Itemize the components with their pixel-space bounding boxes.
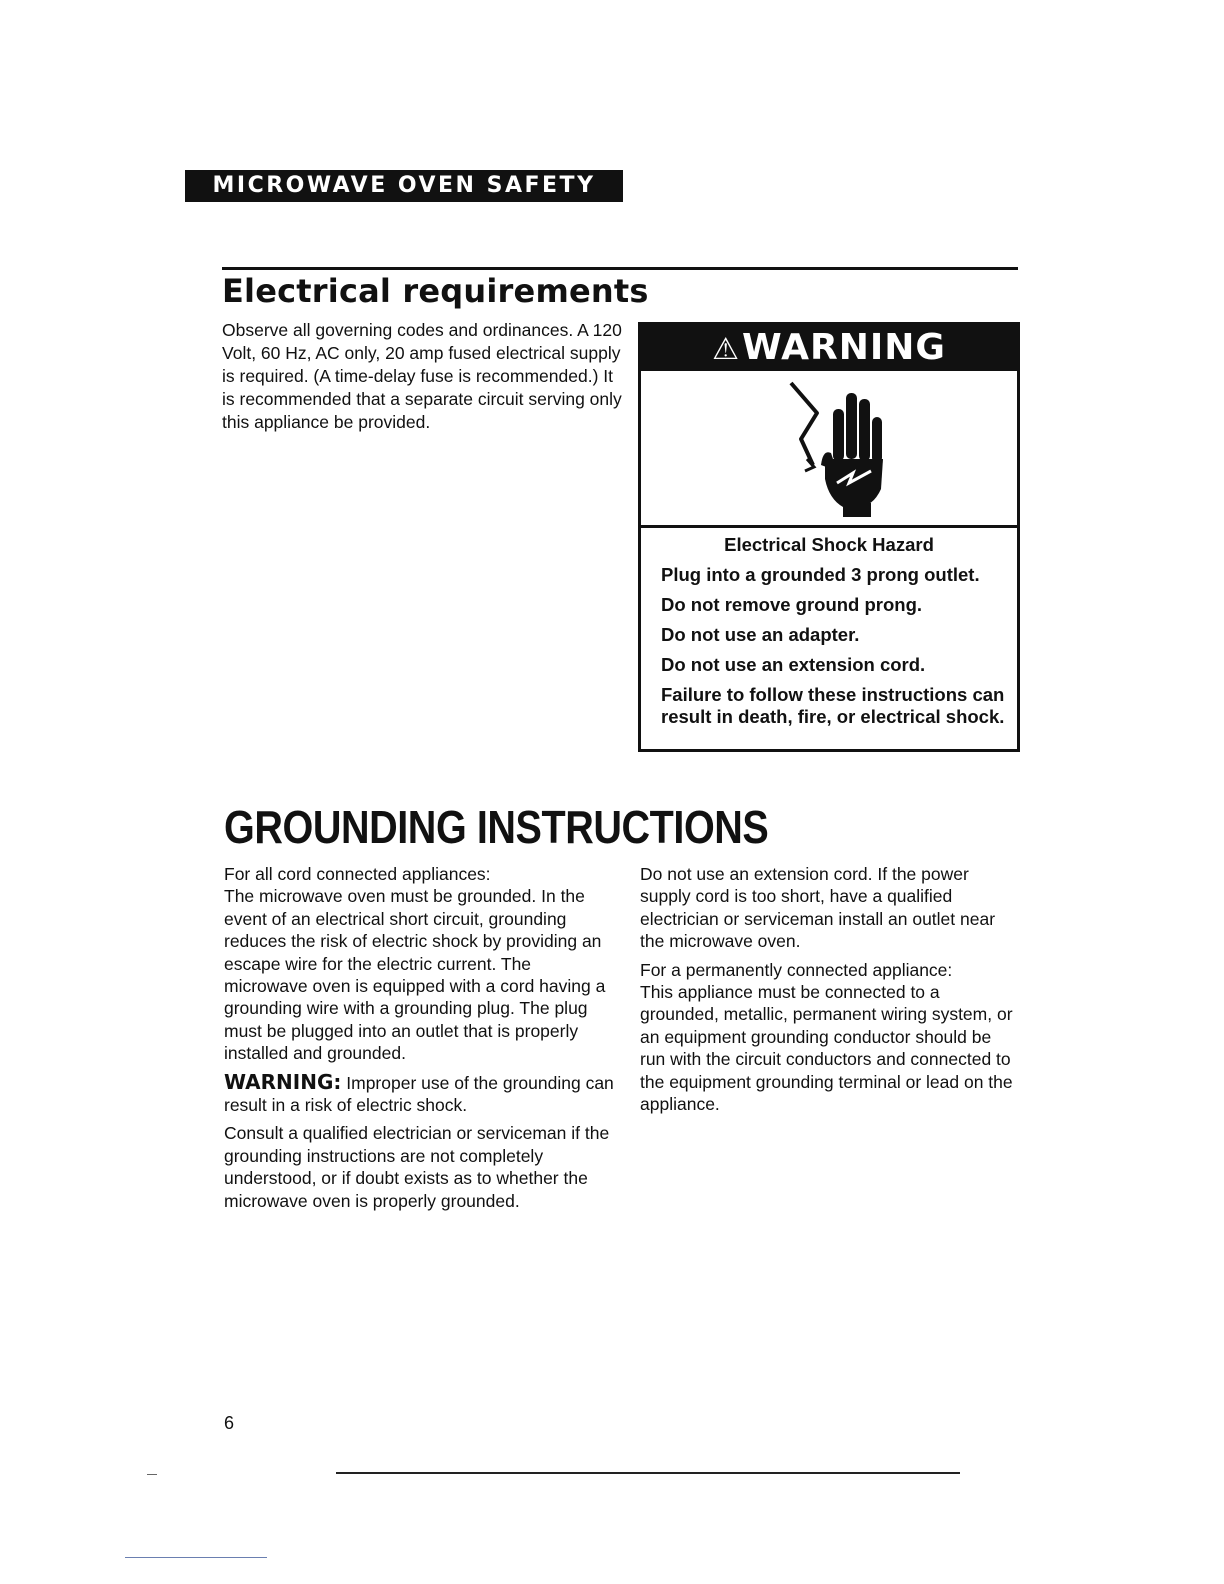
consult-paragraph: Consult a qualified electrician or serviceman if the grounding instructions are not completely understood, or if doubt exists as to whether the microwave oven is properly grounded.	[224, 1123, 610, 1211]
scan-mark	[125, 1557, 267, 1558]
warning-box	[638, 322, 1020, 752]
electrical-shock-hand-icon	[781, 379, 891, 519]
footer-rule	[336, 1472, 960, 1474]
warning-icon-area	[641, 371, 1017, 528]
section-divider	[222, 267, 1018, 270]
warning-header	[641, 325, 1017, 371]
grounding-left-column	[224, 863, 619, 1218]
permanent-connection-intro: For a permanently connected appliance:	[640, 959, 953, 980]
warning-line: Do not remove ground prong.	[661, 594, 923, 615]
electrical-requirements-heading: Electrical requirements	[222, 272, 649, 310]
grounding-instructions-heading: GROUNDING INSTRUCTIONS	[224, 801, 769, 853]
electrical-requirements-body: Observe all governing codes and ordinances. A 120 Volt, 60 Hz, AC only, 20 amp fused electrical supply is required. (A time-delay fuse is recommended.) It is recommended that a separate circuit serving only this appliance be provided.	[222, 320, 622, 432]
warning-line: Do not use an adapter.	[661, 624, 860, 645]
grounding-paragraph: The microwave oven must be grounded. In the event of an electrical short circuit, grounding reduces the risk of electric shock by providing an escape wire for the electric current. The microwave oven is equipped with a cord having a grounding wire with a grounding plug. The plug must be plugged into an outlet that is properly installed and grounded.	[224, 886, 606, 1064]
warning-line: Failure to follow these instructions can result in death, fire, or electrical shock.	[661, 684, 1005, 727]
grounding-warning	[224, 1071, 619, 1117]
warning-label: WARNING:	[224, 1069, 342, 1094]
hazard-title: Electrical Shock Hazard	[724, 534, 934, 555]
extension-cord-paragraph: Do not use an extension cord. If the power supply cord is too short, have a qualified electrician or serviceman install an outlet near the microwave oven.	[640, 864, 996, 952]
section-banner: MICROWAVE OVEN SAFETY	[185, 170, 623, 202]
warning-line: Plug into a grounded 3 prong outlet.	[661, 564, 980, 585]
warning-triangle-icon: ⚠	[712, 332, 741, 367]
scan-mark	[147, 1474, 157, 1475]
permanent-connection-paragraph: This appliance must be connected to a grounded, metallic, permanent wiring system, or an equipment grounding conductor should be run with the circuit conductors and connected to the equipment grounding terminal or lead on the appliance.	[640, 982, 1013, 1115]
grounding-right-column	[640, 863, 1015, 1121]
warning-line: Do not use an extension cord.	[661, 654, 926, 675]
warning-text: Improper use of the grounding can result in a risk of electric shock.	[224, 1072, 614, 1116]
page-number: 6	[224, 1413, 235, 1433]
warning-title: WARNING	[742, 327, 946, 368]
warning-instructions	[641, 528, 1017, 728]
paragraph	[640, 959, 1015, 1116]
paragraph	[224, 863, 619, 1065]
cord-connected-intro: For all cord connected appliances:	[224, 864, 491, 884]
